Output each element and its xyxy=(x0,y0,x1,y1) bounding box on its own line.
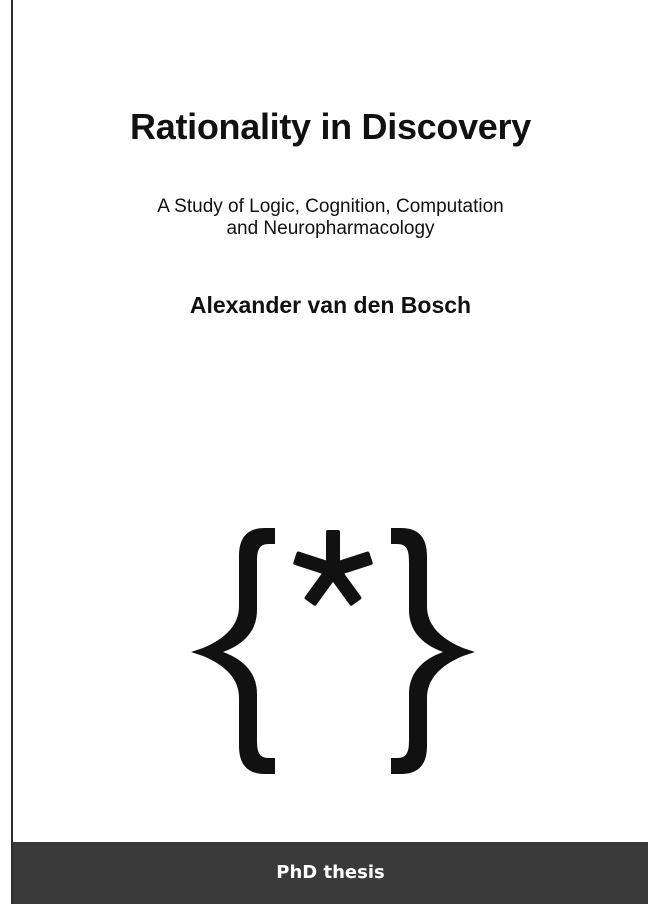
book-cover xyxy=(13,0,648,904)
asterisk-shape xyxy=(293,530,373,606)
braces-asterisk-icon xyxy=(183,518,483,783)
book-author: Alexander van den Bosch xyxy=(189,292,472,318)
subtitle-line-1: A Study of Logic, Cognition, Computation xyxy=(157,196,504,217)
footer-band xyxy=(13,842,648,904)
book-subtitle xyxy=(13,196,648,240)
book-title: Rationality in Discovery xyxy=(130,106,531,147)
thesis-label: PhD thesis xyxy=(276,862,385,883)
left-brace-shape xyxy=(191,528,275,774)
right-brace-shape xyxy=(391,528,475,774)
subtitle-line-2: and Neuropharmacology xyxy=(226,218,435,239)
logo-graphic xyxy=(183,518,483,783)
